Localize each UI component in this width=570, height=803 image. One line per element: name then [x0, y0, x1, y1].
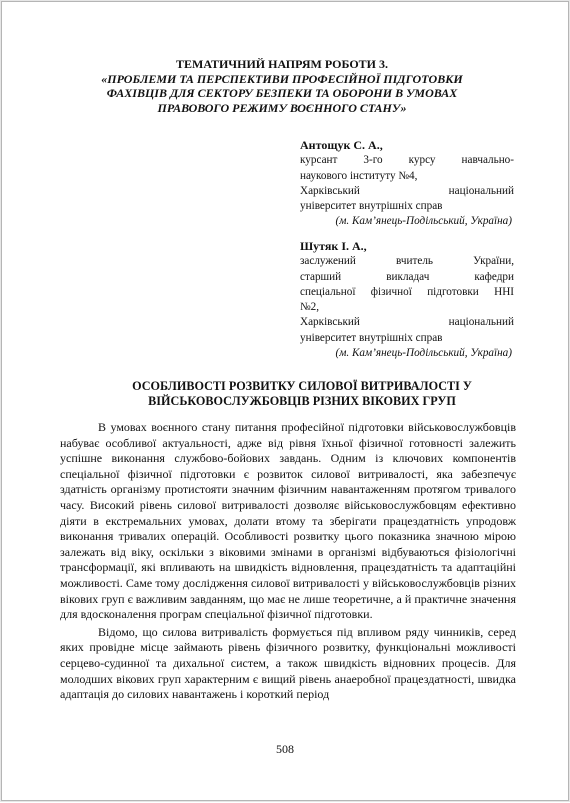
header-subtitle: «ПРОБЛЕМИ ТА ПЕРСПЕКТИВИ ПРОФЕСІЙНОЇ ПІДГОТОВКИ ФАХІВЦІВ ДЛЯ СЕКТОРУ БЕЗПЕКИ ТА ОБОРОНИ В УМОВАХ ПРАВОВОГО РЕЖИМУ ВОЄННОГО СТАНУ»	[101, 71, 463, 115]
section-header	[82, 57, 482, 115]
author-affiliation-line: №2,	[300, 301, 320, 314]
body-paragraph: В умовах воєнного стану питання професійної підготовки військовослужбовців набуває особливої актуальності, адже від рівня їхньої фізичної готовності залежить успішне виконання службово-бойових завдань. Одним із ключових компонентів спеціальної фізичної підготовки є розвиток силової витривалості, яка забезпечує здатність організму протистояти значним фізичним навантаженням протягом тривалого часу. Високий рівень силової витривалості дозволяє військовослужбовцям ефективно діяти в екстремальних умовах, долати втому та зберігати працездатність упродовж виконання тривалих операцій. Особливості розвитку цього показника значною мірою залежать від віку, оскільки з віковими змінами в організмі відбуваються фізіологічні трансформації, які впливають на швидкість відновлення, працездатність та адаптаційні можливості. Саме тому дослідження силової витривалості у військовослужбовців різних вікових груп є важливим завданням, що має не лише теоретичне, а й практичне значення для вдосконалення програм спеціальної фізичної підготовки.	[60, 420, 516, 622]
author-affiliation-line: Харківський національний	[300, 184, 514, 197]
author-affiliation-line: університет внутрішніх справ	[300, 331, 443, 344]
author-block-2	[300, 239, 514, 361]
header-title: ТЕМАТИЧНИЙ НАПРЯМ РОБОТИ 3.	[176, 57, 388, 71]
author-name: Шутяк І. А.,	[300, 239, 367, 253]
author-affiliation-line: наукового інституту №4,	[300, 169, 418, 182]
article-title: ОСОБЛИВОСТІ РОЗВИТКУ СИЛОВОЇ ВИТРИВАЛОСТІ У ВІЙСЬКОВОСЛУЖБОВЦІВ РІЗНИХ ВІКОВИХ ГРУП	[132, 379, 472, 408]
author-affiliation-line: заслужений вчитель України,	[300, 255, 514, 268]
author-block-1	[300, 138, 514, 230]
author-affiliation-line: Харківський національний	[300, 316, 514, 329]
author-location: (м. Кам’янець-Подільський, Україна)	[335, 347, 512, 360]
document-page	[1, 1, 569, 801]
body-paragraph: Відомо, що силова витривалість формується під впливом ряду чинників, серед яких провідне місце займають рівень фізичного розвитку, функціональні можливості серцево-судинної та дихальної систем, а також швидкість відновних процесів. Для молодших вікових груп характерним є вищий рівень анаеробної працездатності, швидка адаптація до силових навантажень і короткий період	[60, 624, 516, 702]
page-number: 508	[276, 742, 294, 756]
author-name: Антощук С. А.,	[300, 138, 383, 152]
author-affiliation-line: спеціальної фізичної підготовки ННІ	[300, 285, 514, 298]
article-body	[60, 420, 516, 703]
author-affiliation-line: університет внутрішніх справ	[300, 200, 443, 213]
author-location: (м. Кам’янець-Подільський, Україна)	[335, 215, 512, 228]
author-affiliation-line: старший викладач кафедри	[300, 270, 514, 283]
author-affiliation-line: курсант 3-го курсу навчально-	[300, 154, 514, 167]
